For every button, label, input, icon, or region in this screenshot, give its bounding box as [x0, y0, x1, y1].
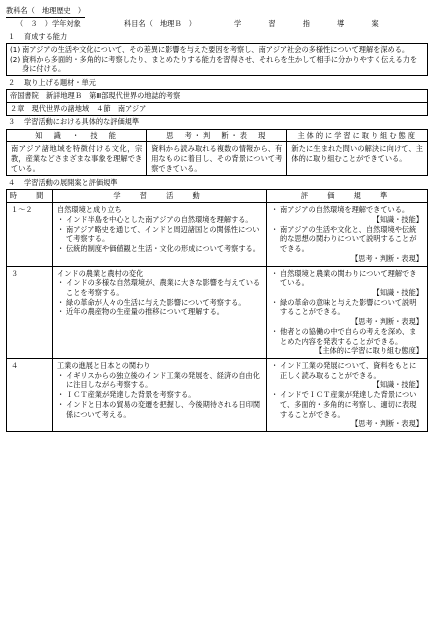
- ability-table: [6, 43, 428, 76]
- ability-item: (2) 資料から多面的・多角的に考察したり、まとめたりする能力を習得させ、それらを生かして相手に分かりやすく伝える力を身に付ける。: [10, 54, 418, 74]
- section-title: 取り上げる題材・単元: [24, 77, 96, 87]
- evaluation-tag: 【思考・判断・表現】: [351, 317, 423, 327]
- section-3-heading: [6, 116, 428, 129]
- section-number: ２: [8, 77, 16, 87]
- evaluation-cell: [267, 266, 428, 358]
- list-item: ・ 南アジア略史を通じて、インドと周辺諸国との関係性について考察する。: [57, 224, 260, 244]
- material-row: 帝国書院 新詳地理Ｂ 第Ⅲ部現代世界の地誌的考察: [7, 90, 428, 103]
- section-title: 学習活動の展開案と評価規準: [24, 178, 118, 188]
- material-table: [6, 89, 428, 115]
- activity-cell: [53, 203, 267, 266]
- list-item: ・ インドの多様な自然環境が、農業に大きな影響を与えていることを考察する。: [57, 278, 261, 297]
- material-row: ２章 現代世界の諸地域 ４節 南アジア: [7, 102, 428, 115]
- list-item: ・ イギリスからの独立後のインド工業の発展を、経済の自由化に注目しながら考察する。: [57, 370, 260, 390]
- subject-label: 教科名（ 地理歴史 ）: [6, 6, 85, 18]
- grade-label: （ ３ ）学年対象: [16, 18, 81, 28]
- list-item: ・ 自然環境と農業の関わりについて理解できている。: [271, 268, 417, 288]
- criteria-cell: 資料から読み取れる複数の情報から、有用なものに着目し、その背景について考察できている。: [147, 142, 287, 176]
- evaluation-tag: 【思考・判断・表現】: [351, 419, 423, 429]
- course-label: 科目名（ 地理Ｂ ）: [124, 18, 196, 28]
- evaluation-cell: [267, 203, 428, 266]
- evaluation-tag: 【知識・技能】: [372, 287, 423, 297]
- list-item: ・ インド半島を中心とした南アジアの自然環境を理解する。: [57, 214, 253, 224]
- list-item: ・ 南アジアの自然環境を理解できている。: [271, 205, 410, 215]
- plan-header-time: 時 間: [7, 190, 53, 203]
- activity-title: 工業の進展と日本との関わり: [57, 360, 151, 370]
- list-item: ・ 緑の革命の意味と与えた影響について説明することができる。: [271, 297, 417, 317]
- subject-line: [6, 6, 428, 17]
- list-item: ・ インドと日本の貿易の変遷を把握し、今後期待される日印関係について考える。: [57, 399, 261, 419]
- list-item: ・ 南アジアの生活や文化と、自然環境や伝統的な思想の関わりについて説明することができる。: [271, 224, 417, 254]
- criteria-cell: 新たに生まれた問いの解決に向けて、主体的に取り組むことができている。: [287, 142, 428, 176]
- evaluation-tag: 【知識・技能】: [372, 380, 423, 390]
- section-title: 学習活動における具体的な評価規準: [24, 117, 140, 127]
- section-4-heading: [6, 176, 428, 189]
- section-number: １: [8, 31, 16, 41]
- criteria-cell: 南アジア諸地域を特徴付ける文化，宗教，産業などさまざまな事象を理解できている。: [7, 142, 147, 176]
- plan-header-evaluation: 評 価 規 準: [267, 190, 428, 203]
- list-item: ・ インドでＩＣＴ産業が発達した背景について、多面的・多角的に考察し、適切に表現することができる。: [271, 390, 417, 419]
- list-item: ・ 近年の農産物の生産量の推移について理解する。: [57, 307, 224, 317]
- time-cell: ３: [7, 266, 53, 358]
- list-item: ・ ＩＣＴ産業が発達した背景を考察する。: [57, 390, 196, 400]
- criteria-header: 主体的に学習に取り組む態度: [287, 129, 428, 142]
- activity-cell: [53, 358, 267, 431]
- activity-title: 自然環境と成り立ち: [57, 205, 122, 215]
- document-title: 学 習 指 導 案: [234, 18, 389, 28]
- list-item: ・ インド工業の発展について、資料をもとに正しく読み取ることができる。: [271, 360, 417, 380]
- evaluation-tag: 【思考・判断・表現】: [351, 253, 423, 263]
- section-1-heading: [6, 30, 428, 43]
- ability-item: (1) 南アジアの生活や文化について、その差異に影響を与えた要因を考察し、南アジア社会の多様性について理解を深める。: [10, 45, 410, 54]
- table-row: [7, 203, 428, 266]
- criteria-header: 知 識 ・ 技 能: [7, 129, 147, 142]
- section-title: 育成する能力: [24, 31, 68, 41]
- time-cell: １〜２: [7, 203, 53, 266]
- table-row: [7, 358, 428, 431]
- evaluation-cell: [267, 358, 428, 431]
- criteria-header: 思 考・判 断・表 現: [147, 129, 287, 142]
- evaluation-tag: 【知識・技能】: [372, 214, 423, 224]
- lesson-plan-table: [6, 189, 428, 432]
- time-cell: ４: [7, 358, 53, 431]
- table-row: [7, 266, 428, 358]
- evaluation-tag: 【主体的に学習に取り組む態度】: [315, 346, 423, 356]
- list-item: ・ 緑の革命が人々の生活に与えた影響について考察する。: [57, 297, 246, 307]
- list-item: ・ 他者との協働の中で自らの考えを深め、まとめた内容を発表することができる。: [271, 326, 417, 346]
- section-2-heading: [6, 76, 428, 89]
- section-number: ３: [8, 117, 16, 127]
- list-item: ・ 伝統的制度や価値観と生活・文化の形成について考察する。: [57, 244, 260, 254]
- section-number: ４: [8, 178, 16, 188]
- activity-cell: [53, 266, 267, 358]
- title-line: [6, 17, 428, 30]
- plan-header-activity: 学 習 活 動: [53, 190, 267, 203]
- activity-title: インドの農業と農村の変化: [57, 268, 144, 278]
- lesson-plan-document: [6, 6, 428, 432]
- criteria-table: [6, 129, 428, 177]
